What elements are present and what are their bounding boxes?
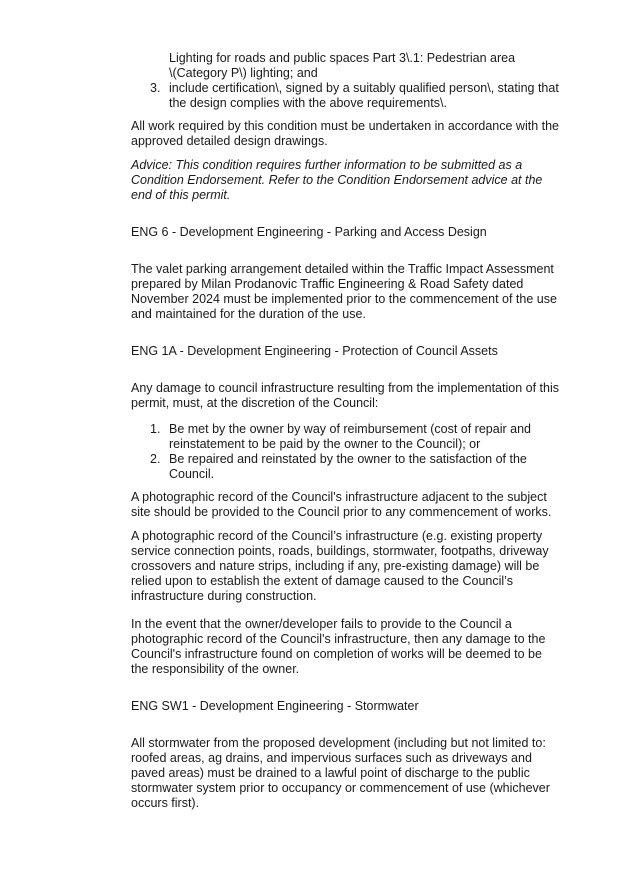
- text-line: stormwater system prior to occupancy or commencement of use (whichever: [131, 781, 550, 795]
- list-number: 3.: [150, 81, 161, 95]
- text-line: the responsibility of the owner.: [131, 662, 300, 676]
- text-line: Any damage to council infrastructure resulting from the implementation of this: [131, 381, 559, 395]
- paragraph-eng1a-2: [131, 529, 571, 604]
- paragraph-eng1a-3: [131, 617, 571, 677]
- text-line: occurs first).: [131, 796, 200, 810]
- text-line: paved areas) must be drained to a lawful point of discharge to the public: [131, 766, 530, 780]
- text-line: A photographic record of the Council's infrastructure adjacent to the subject: [131, 490, 547, 504]
- text-line: Be repaired and reinstated by the owner to the satisfaction of the: [169, 452, 527, 466]
- list-item-2: [131, 452, 571, 482]
- text-line: service connection points, roads, buildings, stormwater, footpaths, driveway: [131, 544, 549, 558]
- text-line: relied upon to establish the extent of damage caused to the Council’s: [131, 574, 513, 588]
- advice-note: [131, 158, 571, 203]
- text-line: Lighting for roads and public spaces Part 3\.1: Pedestrian area: [169, 51, 516, 65]
- heading-engsw1: ENG SW1 - Development Engineering - Stormwater: [131, 699, 419, 713]
- text-line: reinstatement to be paid by the owner to the Council); or: [169, 437, 481, 451]
- text-line: and maintained for the duration of the use.: [131, 307, 366, 321]
- text-line: Condition Endorsement. Refer to the Condition Endorsement advice at the: [131, 173, 543, 187]
- paragraph-eng6: [131, 262, 571, 322]
- text-line: Advice: This condition requires further information to be submitted as a: [131, 158, 523, 172]
- paragraph-eng1a-intro: [131, 381, 571, 411]
- document-page: [131, 51, 571, 811]
- text-line: November 2024 must be implemented prior to the commencement of the use: [131, 292, 557, 306]
- text-line: In the event that the owner/developer fails to provide to the Council a: [131, 617, 512, 631]
- list-number: 1.: [150, 422, 161, 436]
- heading-eng1a: ENG 1A - Development Engineering - Protection of Council Assets: [131, 344, 498, 358]
- text-line: All stormwater from the proposed development (including but not limited to:: [131, 736, 546, 750]
- text-line: infrastructure during construction.: [131, 589, 317, 603]
- list-item-continuation: [131, 51, 571, 81]
- text-line: All work required by this condition must be undertaken in accordance with the: [131, 119, 560, 133]
- text-line: the design complies with the above requirements\.: [169, 96, 447, 110]
- text-line: end of this permit.: [131, 188, 231, 202]
- paragraph-all-work: [131, 119, 571, 149]
- text-line: photographic record of the Council's infrastructure, then any damage to the: [131, 632, 546, 646]
- text-line: Council.: [169, 467, 215, 481]
- text-line: site should be provided to the Council prior to any commencement of works.: [131, 505, 552, 519]
- text-line: A photographic record of the Council’s infrastructure (e.g. existing property: [131, 529, 543, 543]
- text-line: Council's infrastructure found on completion of works will be deemed to be: [131, 647, 542, 661]
- text-line: The valet parking arrangement detailed within the Traffic Impact Assessment: [131, 262, 554, 276]
- text-line: permit, must, at the discretion of the Council:: [131, 396, 379, 410]
- paragraph-engsw1: [131, 736, 571, 811]
- paragraph-eng1a-1: [131, 490, 571, 520]
- text-line: Be met by the owner by way of reimbursement (cost of repair and: [169, 422, 531, 436]
- list-item-3: [131, 81, 571, 111]
- text-line: roofed areas, ag drains, and impervious surfaces such as driveways and: [131, 751, 532, 765]
- heading-eng6: ENG 6 - Development Engineering - Parking and Access Design: [131, 225, 487, 239]
- text-line: \(Category P\) lighting; and: [169, 66, 318, 80]
- list-number: 2.: [150, 452, 161, 466]
- text-line: crossovers and nature strips, including if any, pre-existing damage) will be: [131, 559, 540, 573]
- text-line: prepared by Milan Prodanovic Traffic Engineering & Road Safety dated: [131, 277, 524, 291]
- list-item-1: [131, 422, 571, 452]
- text-line: include certification\, signed by a suitably qualified person\, stating that: [169, 81, 559, 95]
- text-line: approved detailed design drawings.: [131, 134, 328, 148]
